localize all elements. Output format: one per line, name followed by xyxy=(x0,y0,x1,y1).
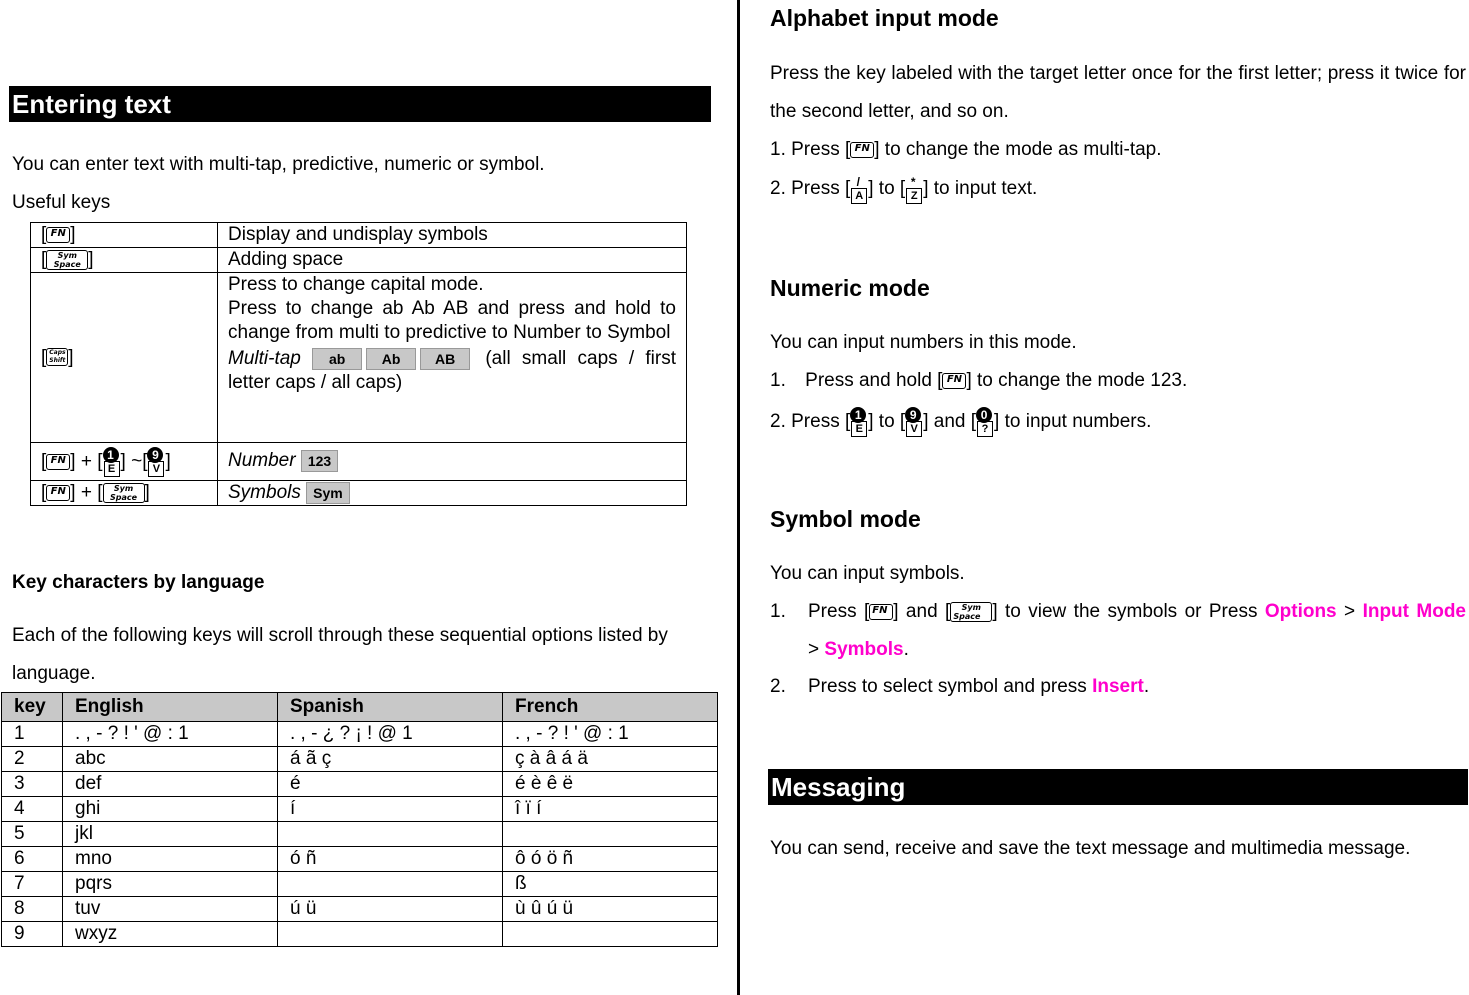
table-cell: î ï í xyxy=(503,797,718,822)
step-text: 1. Press [ xyxy=(770,139,851,160)
col-header-spanish: Spanish xyxy=(278,693,503,722)
plus-sign: + xyxy=(80,450,92,472)
table-row xyxy=(31,443,687,481)
desc-cell: Display and undisplay symbols xyxy=(218,223,687,248)
key-characters-heading: Key characters by language xyxy=(12,572,265,593)
period: . xyxy=(1143,676,1150,697)
alphabet-step-2 xyxy=(770,170,1037,208)
badge-123: 123 xyxy=(301,450,338,472)
symbol-step-1 xyxy=(770,593,1466,669)
table-cell: 9 xyxy=(2,922,63,947)
alphabet-heading: Alphabet input mode xyxy=(770,5,999,31)
key-cell: [ FN ] + [ Sym Space ] xyxy=(31,481,218,506)
table-cell: 5 xyxy=(2,822,63,847)
table-row xyxy=(31,248,687,273)
table-row xyxy=(2,847,718,872)
table-cell: mno xyxy=(63,847,278,872)
caps-shift-key-icon: Caps Shift xyxy=(46,348,68,366)
step-text: ] to [ xyxy=(868,411,906,432)
key-a-bot: A xyxy=(851,188,867,204)
desc-cell xyxy=(218,273,687,443)
step-text: ] to input numbers. xyxy=(994,411,1152,432)
badge-sym: Sym xyxy=(306,482,350,504)
gt-sign: > xyxy=(1344,601,1356,622)
fn-key-icon: FN xyxy=(942,373,966,389)
table-row xyxy=(31,273,687,443)
numeric-heading: Numeric mode xyxy=(770,275,930,301)
key-9-bot: V xyxy=(906,421,922,437)
fn-key-icon: FN xyxy=(869,604,893,620)
badge-Ab: Ab xyxy=(366,348,416,370)
table-cell: 4 xyxy=(2,797,63,822)
badge-AB: AB xyxy=(420,348,470,370)
table-cell xyxy=(278,822,503,847)
key-1-bot: E xyxy=(851,421,867,437)
key-characters-intro: Each of the following keys will scroll through these sequential options listed by language. xyxy=(12,625,668,684)
step-text: ] to input text. xyxy=(923,178,1038,199)
table-cell: 7 xyxy=(2,872,63,897)
gt-sign: > xyxy=(808,639,820,660)
numeric-paragraph: You can input numbers in this mode. xyxy=(770,332,1077,353)
key-1-top: 1 xyxy=(850,407,866,423)
step-text: Press to select symbol and press xyxy=(808,676,1087,697)
numeric-step-1 xyxy=(770,362,1187,400)
badge-ab: ab xyxy=(312,348,362,370)
table-cell: ù û ú ü xyxy=(503,897,718,922)
step-text: 2. Press [ xyxy=(770,411,851,432)
table-cell: ô ó ö ñ xyxy=(503,847,718,872)
col-header-key: key xyxy=(2,693,63,722)
step-text: ] to change the mode as multi-tap. xyxy=(874,139,1162,160)
table-row xyxy=(31,481,687,506)
key-0-bot: ? xyxy=(977,421,993,437)
col-header-english: English xyxy=(63,693,278,722)
step-text: Press [ xyxy=(808,601,870,622)
table-cell: abc xyxy=(63,747,278,772)
step-text: ] to view the symbols or Press xyxy=(992,601,1258,622)
language-table xyxy=(1,692,718,947)
symbols-menu-link: Symbols xyxy=(824,639,904,660)
symbols-label: Symbols xyxy=(228,482,301,503)
key-1-top: 1 xyxy=(103,447,119,463)
step-text: Press and hold [ xyxy=(805,370,943,391)
key-cell: [ Sym Space ] xyxy=(31,248,218,273)
table-cell: def xyxy=(63,772,278,797)
symbol-step-1-cont xyxy=(770,631,1466,669)
key-0-icon xyxy=(976,407,994,437)
caps-line-1: Press to change capital mode. xyxy=(228,274,484,295)
table-cell: pqrs xyxy=(63,872,278,897)
symbol-paragraph: You can input symbols. xyxy=(770,563,965,584)
key-z-icon xyxy=(905,174,923,204)
table-cell: wxyz xyxy=(63,922,278,947)
table-cell xyxy=(503,922,718,947)
key-1-e-icon xyxy=(850,407,868,437)
table-cell: . , - ? ! ' @ : 1 xyxy=(63,722,278,747)
table-row xyxy=(2,922,718,947)
step-text: 2. Press [ xyxy=(770,178,851,199)
step-text: ] and [ xyxy=(923,411,977,432)
caps-note: (all small caps / first letter caps / all caps) xyxy=(228,348,677,393)
period: . xyxy=(903,639,909,660)
key-a-top: / xyxy=(856,174,860,189)
table-row xyxy=(2,872,718,897)
tilde-sign: ~ xyxy=(131,450,143,472)
table-cell: ç à â á ä xyxy=(503,747,718,772)
key-cell: [ FN ] + [ $\frac{1}{E}$ ] ~[ $\frac{9}{V}$ ] xyxy=(31,443,218,481)
table-cell: ú ü xyxy=(278,897,503,922)
table-cell: tuv xyxy=(63,897,278,922)
intro-text: You can enter text with multi-tap, predictive, numeric or symbol. xyxy=(12,154,545,175)
table-cell xyxy=(278,872,503,897)
desc-cell: Adding space xyxy=(218,248,687,273)
step-text: ] and [ xyxy=(893,601,951,622)
table-row xyxy=(2,722,718,747)
key-cell: [ Caps Shift ] xyxy=(31,273,218,443)
key-a-icon xyxy=(850,174,868,204)
messaging-paragraph: You can send, receive and save the text message and multimedia message. xyxy=(770,838,1411,859)
key-0-top: 0 xyxy=(976,407,992,423)
section-title-messaging: Messaging xyxy=(768,769,1468,805)
symbol-heading: Symbol mode xyxy=(770,506,921,532)
number-label: Number xyxy=(228,450,296,472)
key-z-top: * xyxy=(910,174,916,189)
step-number: 1. xyxy=(770,601,786,622)
table-header-row xyxy=(2,693,718,722)
input-mode-menu-link: Input Mode xyxy=(1362,601,1466,622)
table-cell: 3 xyxy=(2,772,63,797)
table-cell: é xyxy=(278,772,503,797)
plus-sign: + xyxy=(80,482,92,503)
table-row xyxy=(2,797,718,822)
table-cell: í xyxy=(278,797,503,822)
table-cell: . , - ¿ ? ¡ ! @ 1 xyxy=(278,722,503,747)
table-cell: 1 xyxy=(2,722,63,747)
desc-cell xyxy=(218,443,687,481)
section-title-entering-text: Entering text xyxy=(9,86,711,122)
fn-key-icon: FN xyxy=(46,485,70,501)
options-menu-link: Options xyxy=(1264,601,1337,622)
key-9-top: 9 xyxy=(905,407,921,423)
key-1-e-icon xyxy=(103,447,121,477)
key-9-bot: V xyxy=(148,461,164,477)
key-9-top: 9 xyxy=(147,447,163,463)
multitap-label: Multi-tap xyxy=(228,348,301,369)
key-1-bot: E xyxy=(104,461,120,477)
column-divider xyxy=(737,0,740,995)
step-text: ] to change the mode 123. xyxy=(966,370,1188,391)
table-row xyxy=(2,772,718,797)
key-9-v-icon xyxy=(147,447,165,477)
alphabet-step-1 xyxy=(770,131,1162,169)
table-cell: ß xyxy=(503,872,718,897)
step-number: 2. xyxy=(770,676,786,697)
table-cell: 8 xyxy=(2,897,63,922)
key-9-v-icon xyxy=(905,407,923,437)
sym-space-key-icon: Sym Space xyxy=(950,602,992,622)
numeric-step-2 xyxy=(770,403,1151,441)
table-cell: 2 xyxy=(2,747,63,772)
language-table-body xyxy=(2,722,718,947)
useful-keys-label: Useful keys xyxy=(12,192,111,213)
table-cell: 6 xyxy=(2,847,63,872)
table-cell: jkl xyxy=(63,822,278,847)
symbol-step-2 xyxy=(770,668,1149,706)
useful-keys-table xyxy=(30,222,687,506)
table-row xyxy=(31,223,687,248)
fn-key-icon: FN xyxy=(46,227,70,243)
table-cell: é è ê ë xyxy=(503,772,718,797)
table-row xyxy=(2,822,718,847)
fn-key-icon: FN xyxy=(850,142,874,158)
table-row xyxy=(2,897,718,922)
alphabet-paragraph: Press the key labeled with the target letter once for the first letter; press it twice for the second letter, and so on. xyxy=(770,63,1466,122)
key-cell: [ FN ] xyxy=(31,223,218,248)
step-number: 1. xyxy=(770,370,786,391)
key-z-bot: Z xyxy=(906,188,922,204)
symbol-step-1-line xyxy=(808,593,1466,631)
table-cell: . , - ? ! ' @ : 1 xyxy=(503,722,718,747)
table-cell xyxy=(503,822,718,847)
step-text: ] to [ xyxy=(868,178,906,199)
sym-space-key-icon: Sym Space xyxy=(46,250,88,270)
table-cell: ghi xyxy=(63,797,278,822)
col-header-french: French xyxy=(503,693,718,722)
multitap-line xyxy=(228,347,676,395)
symbol-step-1-row xyxy=(770,593,1466,631)
fn-key-icon: FN xyxy=(46,454,70,470)
table-row xyxy=(2,747,718,772)
sym-space-key-icon: Sym Space xyxy=(103,483,145,503)
insert-menu-link: Insert xyxy=(1092,676,1144,697)
desc-cell xyxy=(218,481,687,506)
caps-line-2: Press to change ab Ab AB and press and hold to change from multi to predictive to Number to Symbol xyxy=(228,298,676,343)
table-cell: á ã ç xyxy=(278,747,503,772)
table-cell: ó ñ xyxy=(278,847,503,872)
table-cell xyxy=(278,922,503,947)
